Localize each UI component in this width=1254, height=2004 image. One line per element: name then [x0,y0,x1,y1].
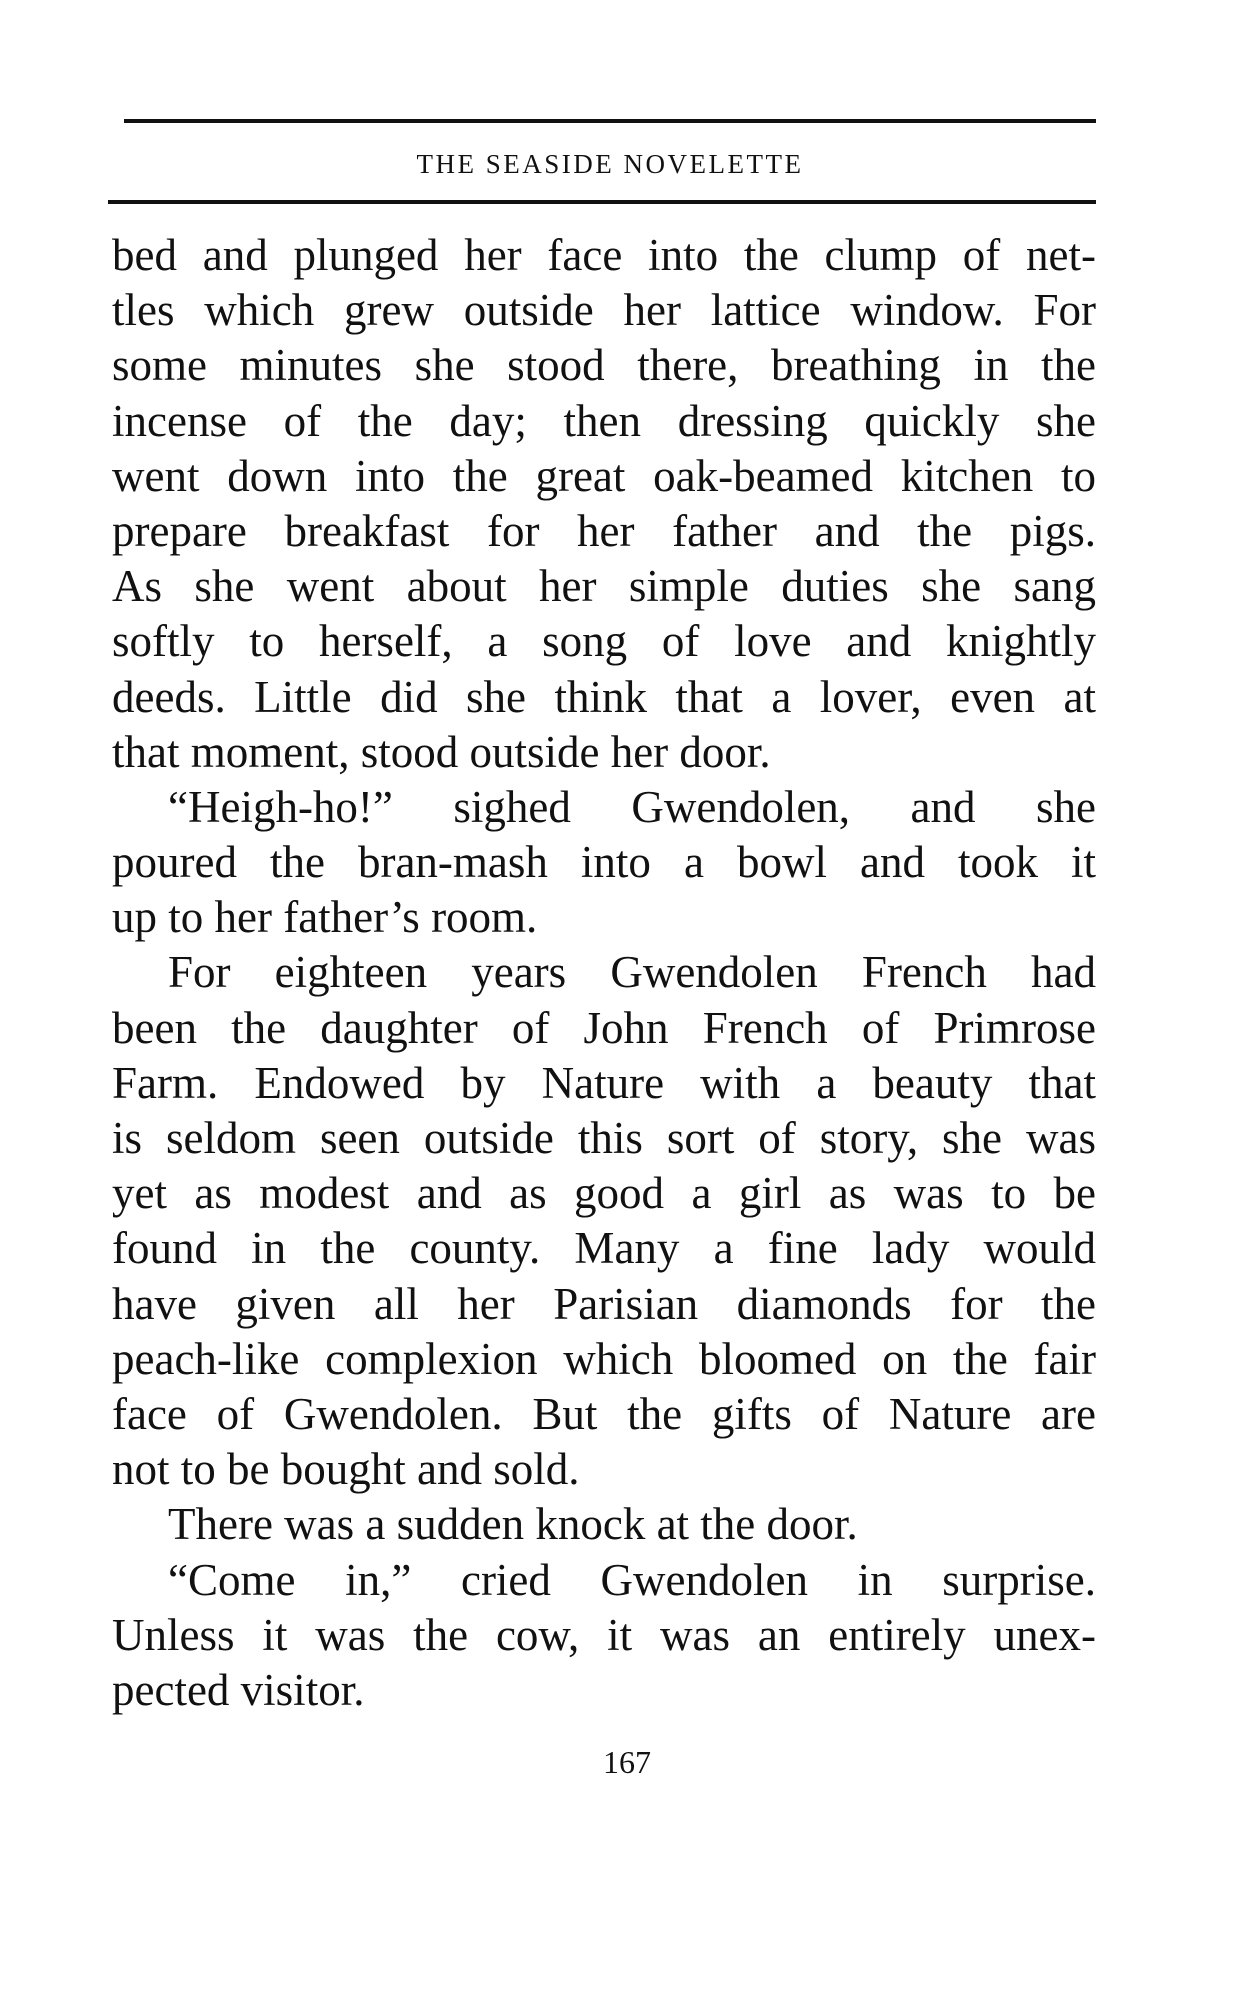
text-line: some minutes she stood there, breathing in the [112,340,1096,391]
text-line: There was a sudden knock at the door. [168,1499,858,1550]
text-line: softly to herself, a song of love and knightly [112,616,1096,667]
text-line: pected visitor. [112,1664,365,1715]
text-line: is seldom seen outside this sort of story, she was [112,1113,1096,1163]
body-text [112,228,1096,1718]
text-line: incense of the day; then dressing quickly she [112,395,1096,446]
page-number: 167 [603,1744,651,1780]
text-line: went down into the great oak-beamed kitchen to [112,450,1096,501]
text-line: deeds. Little did she think that a lover, even at [112,671,1096,722]
text-line: Farm. Endowed by Nature with a beauty that [112,1057,1096,1108]
text-line: not to be bought and sold. [112,1444,580,1495]
header-rule-top [124,119,1096,123]
text-line: yet as modest and as good a girl as was to be [112,1168,1096,1219]
text-line: poured the bran-mash into a bowl and took it [112,837,1096,888]
text-line: tles which grew outside her lattice window. For [112,285,1096,336]
text-line: “Heigh-ho!” sighed Gwendolen, and she [168,781,1096,832]
text-line: As she went about her simple duties she sang [112,561,1096,612]
text-line: found in the county. Many a fine lady would [112,1223,1096,1274]
text-line: have given all her Parisian diamonds for the [112,1278,1096,1329]
text-line: Unless it was the cow, it was an entirely unex- [112,1609,1096,1660]
text-line: peach-like complexion which bloomed on the fair [112,1333,1096,1384]
text-line: “Come in,” cried Gwendolen in surprise. [168,1554,1096,1605]
text-line: bed and plunged her face into the clump of net- [112,230,1096,280]
text-line: prepare breakfast for her father and the pigs. [112,505,1096,556]
header-rule-bottom [108,200,1096,204]
running-head: THE SEASIDE NOVELETTE [416,149,804,179]
text-line: For eighteen years Gwendolen French had [168,947,1096,998]
text-line: face of Gwendolen. But the gifts of Nature are [112,1388,1096,1439]
text-line: been the daughter of John French of Primrose [112,1002,1096,1053]
text-line: up to her father’s room. [112,892,538,943]
text-line: that moment, stood outside her door. [112,726,771,777]
